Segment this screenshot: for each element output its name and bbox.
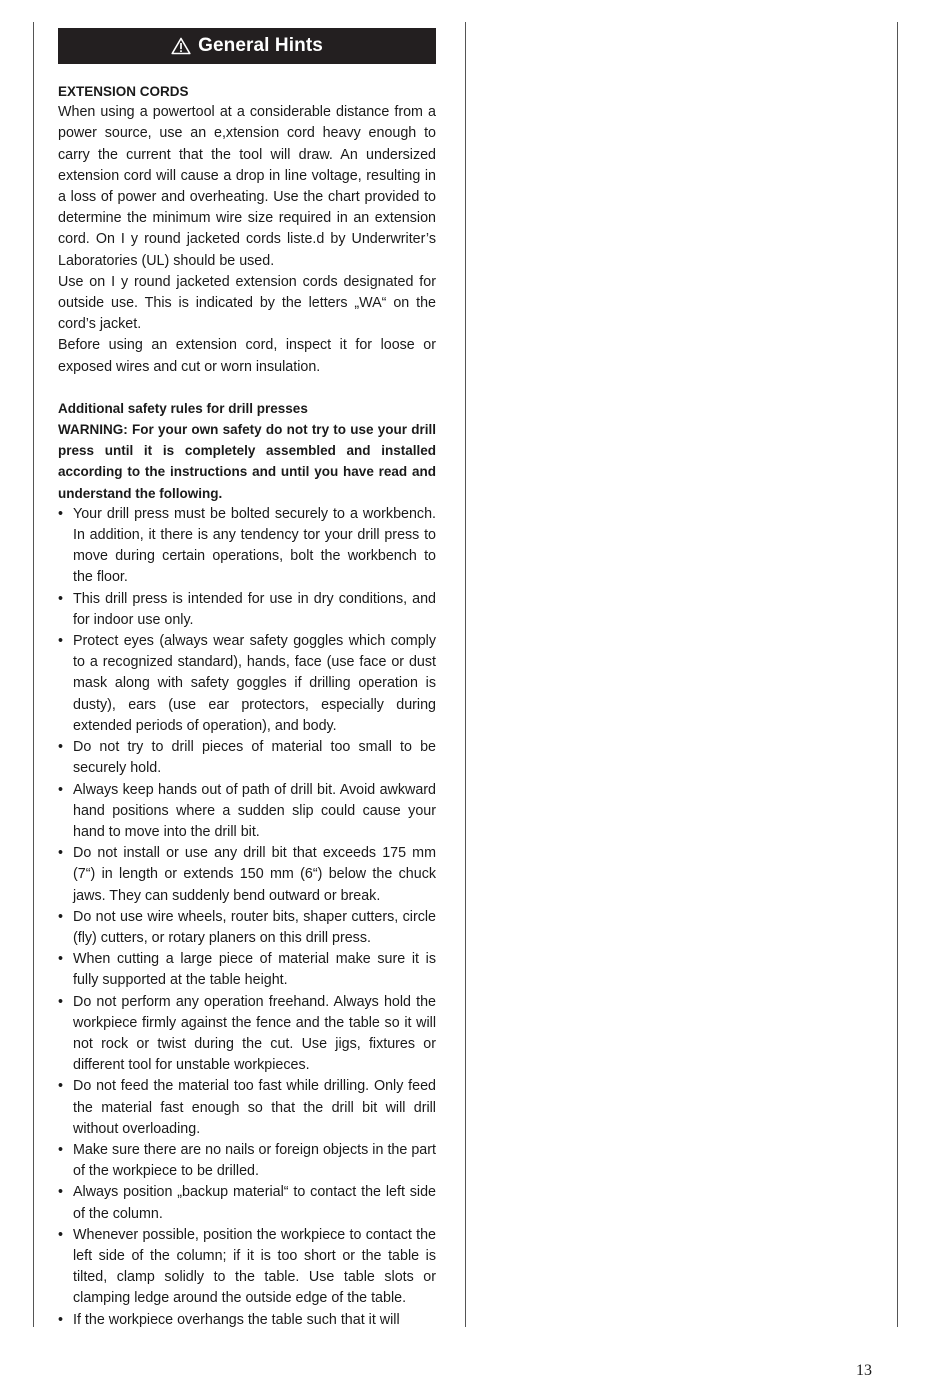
list-item xyxy=(58,1310,436,1331)
left-text-column xyxy=(58,28,436,1331)
drill-press-rules-heading: Additional safety rules for drill presses xyxy=(58,400,308,416)
list-item xyxy=(58,992,436,1077)
extension-cords-paragraph-2: Use on I y round jacketed extension cords designated for outside use. This is indicated by the letters „WA“ on the cord’s jacket. xyxy=(58,273,436,333)
bullet-icon: • xyxy=(58,951,64,968)
section-title: General Hints xyxy=(198,35,323,56)
list-item xyxy=(58,589,436,631)
list-item-text: If the workpiece overhangs the table such that it will xyxy=(73,1311,400,1328)
list-item xyxy=(58,504,436,589)
list-item-text: Do not feed the material too fast while drilling. Only feed the material fast enough so that the drill bit will drill without overloading. xyxy=(73,1078,436,1137)
extension-cords-heading: EXTENSION CORDS xyxy=(58,84,189,99)
bullet-icon: • xyxy=(58,505,64,522)
bullet-icon: • xyxy=(58,1226,64,1243)
list-item xyxy=(58,907,436,949)
section-header-bar xyxy=(58,28,436,64)
bullet-icon: • xyxy=(58,739,64,756)
list-item xyxy=(58,843,436,907)
bullet-icon: • xyxy=(58,993,64,1010)
list-item-text: When cutting a large piece of material make sure it is fully supported at the table height. xyxy=(73,951,436,989)
bullet-icon: • xyxy=(58,1184,64,1201)
middle-column-rule xyxy=(465,22,466,1327)
list-item-text: Do not try to drill pieces of material too small to be securely hold. xyxy=(73,739,436,777)
list-item-text: Protect eyes (always wear safety goggles which comply to a recognized standard), hands, face (use face or dust mask along with safety goggles if drilling operation is dusty), ears (use ear protectors, especially during extended periods of operation), and body. xyxy=(73,633,436,734)
bullet-icon: • xyxy=(58,1141,64,1158)
right-column-rule xyxy=(897,22,898,1327)
left-column-rule xyxy=(33,22,34,1327)
bullet-icon: • xyxy=(58,1078,64,1095)
list-item xyxy=(58,737,436,779)
safety-rules-list xyxy=(58,504,436,1331)
list-item xyxy=(58,1182,436,1224)
list-item-text: Do not perform any operation freehand. Always hold the workpiece firmly against the fence and the table so it will not rock or twist during the cut. Use jigs, fixtures or different tool for unstable workpieces. xyxy=(73,993,436,1074)
page-number: 13 xyxy=(856,1362,872,1379)
list-item-text: Always position „backup material“ to contact the left side of the column. xyxy=(73,1184,436,1222)
bullet-icon: • xyxy=(58,1311,64,1328)
drill-press-warning: WARNING: For your own safety do not try to use your drill press until it is completely assembled and installed according to the instructions and until you have read and understand the following. xyxy=(58,422,436,501)
list-item xyxy=(58,780,436,844)
bullet-icon: • xyxy=(58,845,64,862)
list-item-text: Your drill press must be bolted securely to a workbench. In addition, it there is any tendency tor your drill press to move during certain operations, bolt the workbench to the floor. xyxy=(73,505,436,586)
list-item-text: Make sure there are no nails or foreign objects in the part of the workpiece to be drilled. xyxy=(73,1141,436,1180)
bullet-icon: • xyxy=(58,781,64,798)
extension-cords-paragraph-3: Before using an extension cord, inspect it for loose or exposed wires and cut or worn insulation. xyxy=(58,337,436,375)
list-item-text: Whenever possible, position the workpiece to contact the left side of the column; if it is too short or the table is tilted, clamp solidly to the table. Use table slots or clamping ledge around the outside edge of the table. xyxy=(73,1226,436,1307)
bullet-icon: • xyxy=(58,908,64,925)
list-item xyxy=(58,949,436,991)
list-item-text: Always keep hands out of path of drill bit. Avoid awkward hand positions where a sudden slip could cause your hand to move into the drill bit. xyxy=(73,781,436,840)
list-item-text: Do not use wire wheels, router bits, shaper cutters, circle (fly) cutters, or rotary planers on this drill press. xyxy=(73,908,436,946)
bullet-icon: • xyxy=(58,590,64,607)
warning-triangle-icon xyxy=(171,37,191,55)
bullet-icon: • xyxy=(58,633,64,650)
list-item-text: This drill press is intended for use in dry conditions, and for indoor use only. xyxy=(73,590,436,628)
list-item xyxy=(58,1225,436,1310)
list-item-text: Do not install or use any drill bit that exceeds 175 mm (7“) in length or extends 150 mm (6“) below the chuck jaws. They can suddenly bend outward or break. xyxy=(73,845,436,904)
list-item xyxy=(58,1076,436,1140)
extension-cords-paragraph-1: When using a powertool at a considerable distance from a power source, use an e,xtension cord heavy enough to carry the current that the tool will draw. An undersized extension cord will cause a drop in line voltage, resulting in a loss of power and overheating. Use the chart provided to determine the minimum wire size required in an extension cord. On I y round jacketed cords liste.d by Underwriter’s Laboratories (UL) should be used. xyxy=(58,104,436,269)
list-item xyxy=(58,1140,436,1182)
list-item xyxy=(58,631,436,737)
